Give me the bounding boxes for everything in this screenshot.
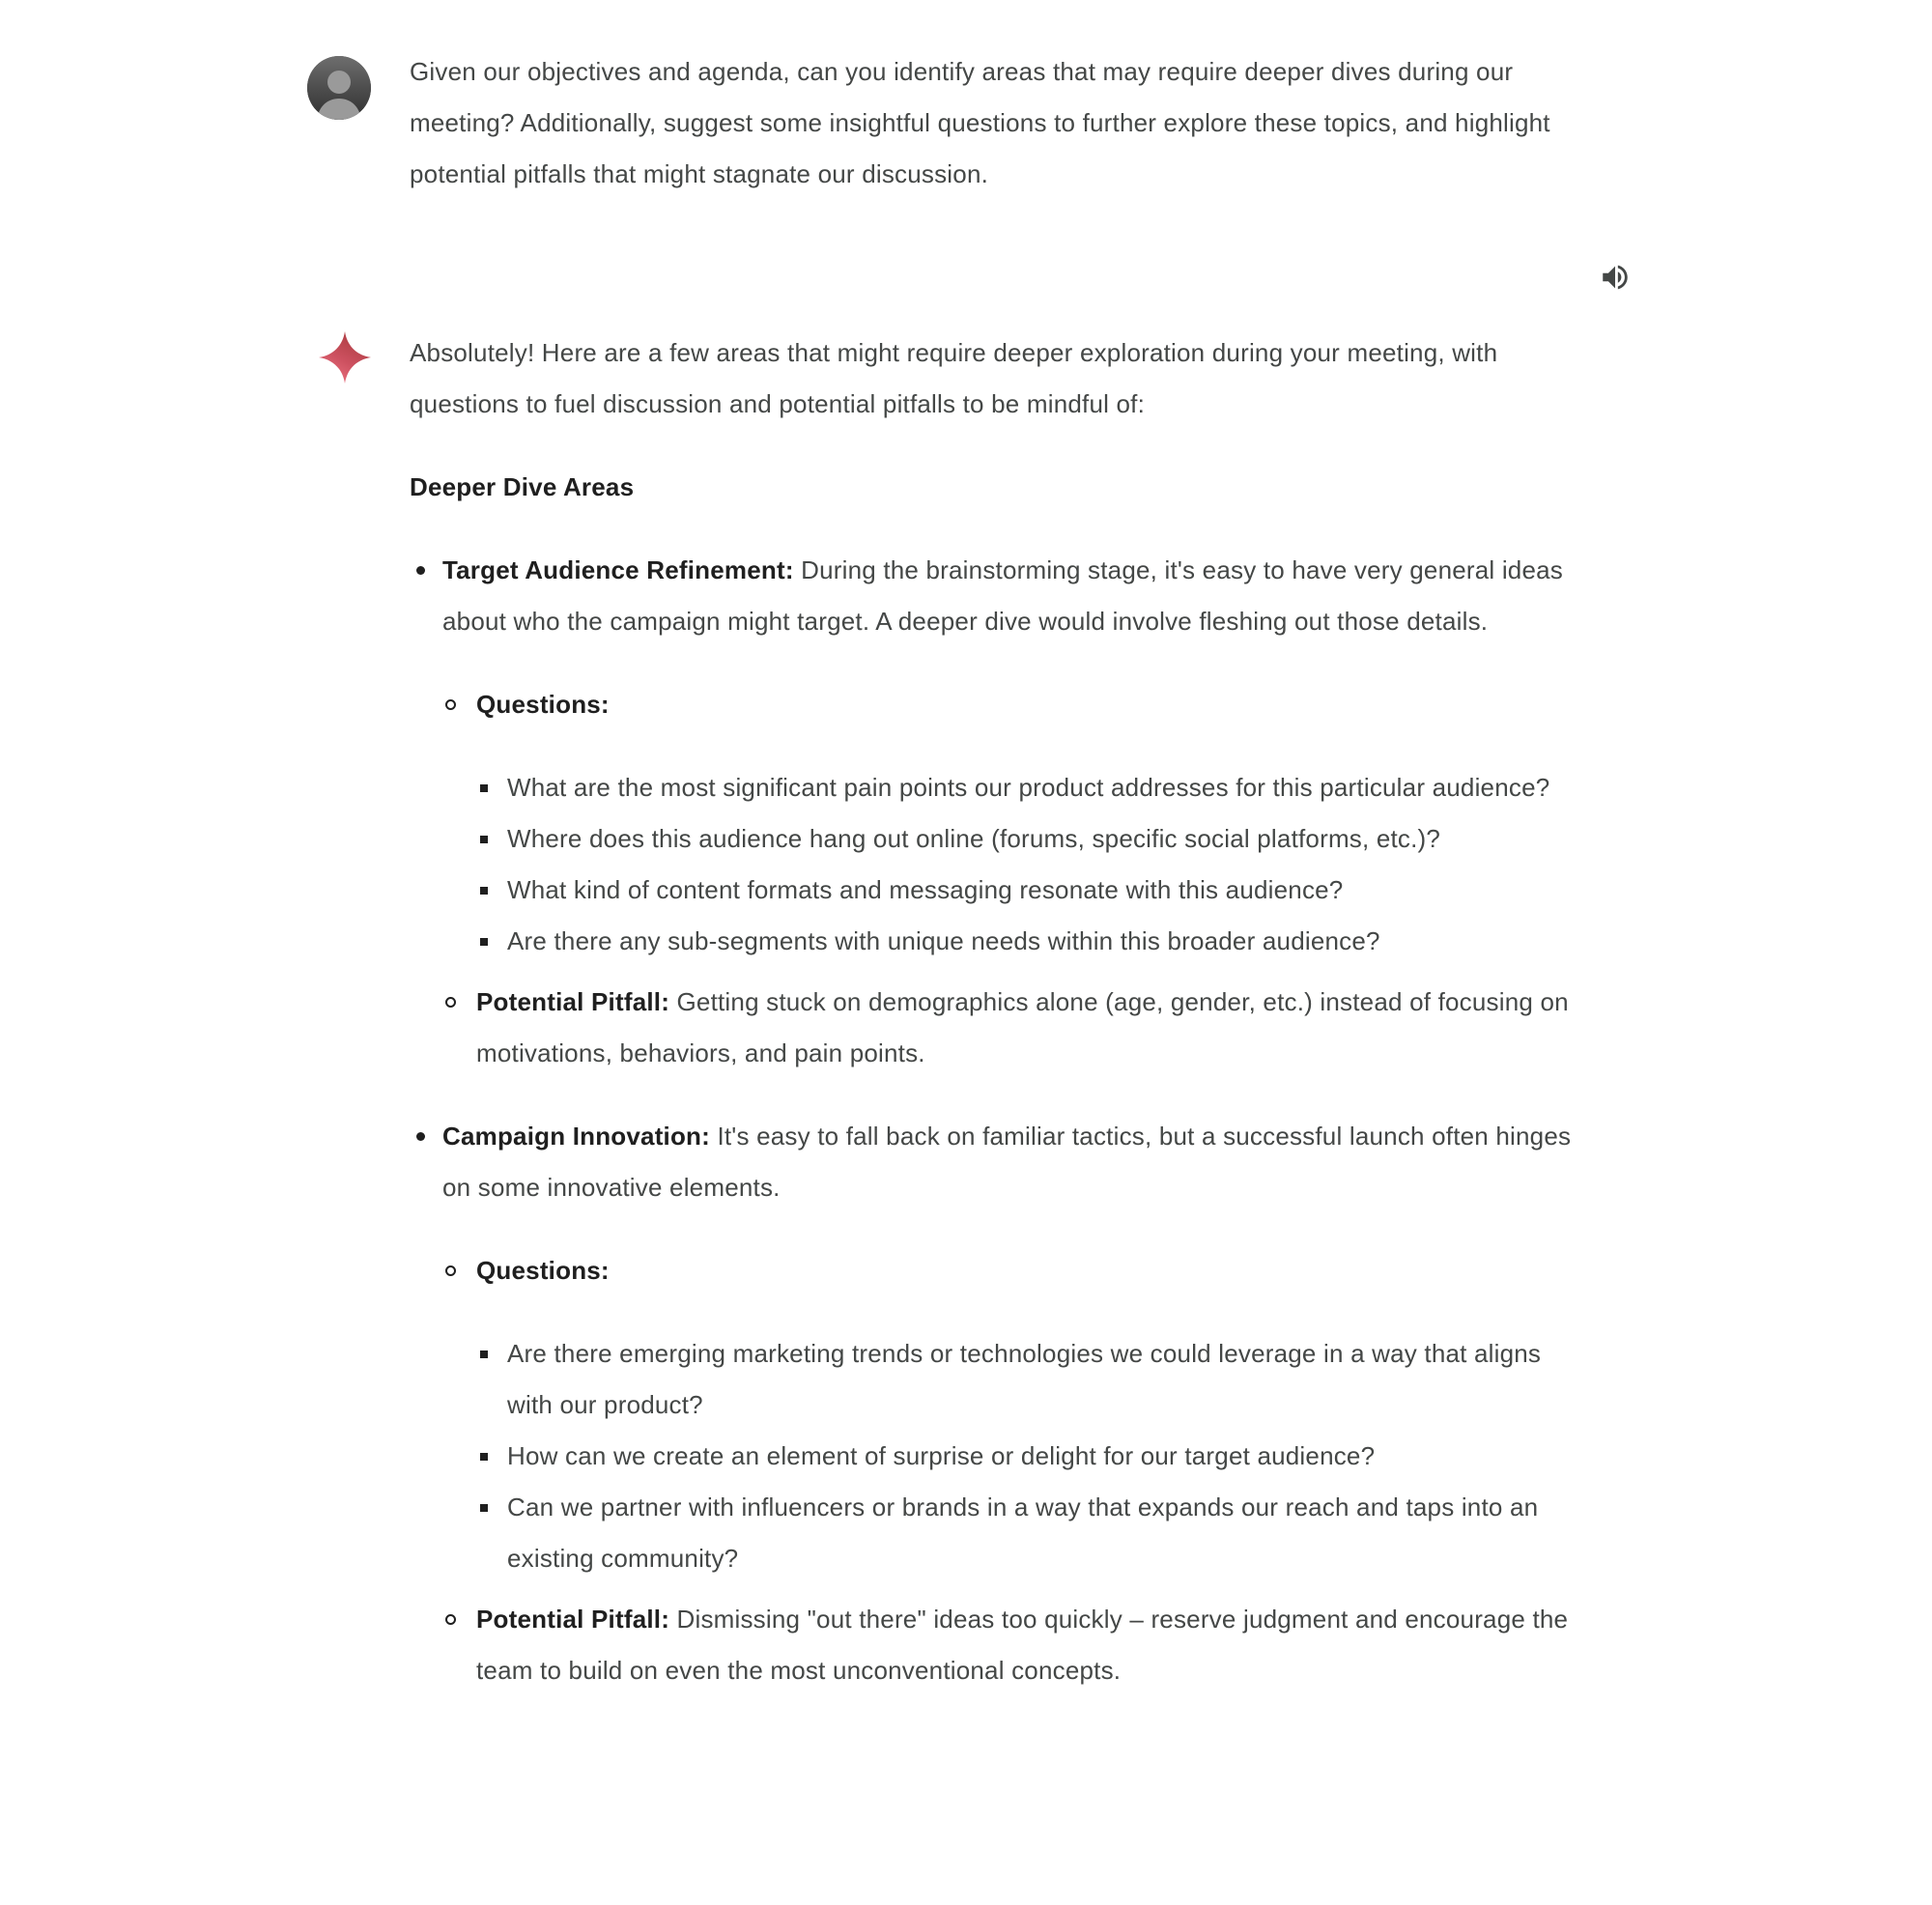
area-heading	[442, 545, 1590, 647]
questions-block	[442, 1245, 1590, 1584]
assistant-message-row	[307, 327, 1932, 1696]
questions-list	[476, 1328, 1590, 1584]
tts-row	[307, 256, 1590, 299]
user-avatar-column	[307, 46, 410, 120]
area-sublist	[442, 1245, 1590, 1696]
gemini-sparkle-icon	[319, 331, 371, 384]
question-item: What are the most significant pain points our product addresses for this particular audience?	[476, 762, 1590, 813]
questions-label: Questions:	[476, 1256, 610, 1285]
pitfall-text: Dismissing "out there" ideas too quickly – reserve judgment and encourage the team to build on even the most unconventional concepts.	[476, 1605, 1569, 1685]
area-item-target-audience	[410, 545, 1590, 1079]
question-item: Can we partner with influencers or brands in a way that expands our reach and taps into an existing community?	[476, 1482, 1590, 1584]
assistant-icon-column	[307, 327, 410, 384]
user-message-row	[307, 46, 1932, 200]
section-title: Deeper Dive Areas	[410, 472, 635, 501]
pitfall-item	[442, 1594, 1590, 1696]
questions-label: Questions:	[476, 690, 610, 719]
pitfall-label: Potential Pitfall:	[476, 987, 670, 1016]
assistant-intro: Absolutely! Here are a few areas that might require deeper exploration during your meeting, with questions to fuel discussion and potential pitfalls to be mindful of:	[410, 338, 1498, 418]
area-heading	[442, 1111, 1590, 1213]
area-description: During the brainstorming stage, it's easy to have very general ideas about who the campaign might target. A deeper dive would involve fleshing out those details.	[442, 555, 1563, 636]
area-title: Campaign Innovation:	[442, 1122, 710, 1151]
pitfall-item	[442, 977, 1590, 1079]
area-title: Target Audience Refinement:	[442, 555, 794, 584]
question-item: What kind of content formats and messaging resonate with this audience?	[476, 865, 1590, 916]
user-message	[410, 46, 1590, 200]
user-avatar	[307, 56, 371, 120]
area-sublist	[442, 679, 1590, 1079]
pitfall-text: Getting stuck on demographics alone (age, gender, etc.) instead of focusing on motivations, behaviors, and pain points.	[476, 987, 1569, 1067]
questions-block	[442, 679, 1590, 967]
question-item: Are there any sub-segments with unique needs within this broader audience?	[476, 916, 1590, 967]
question-item: Are there emerging marketing trends or technologies we could leverage in a way that aligns with our product?	[476, 1328, 1590, 1431]
volume-up-icon	[1599, 261, 1632, 294]
area-description: It's easy to fall back on familiar tactics, but a successful launch often hinges on some innovative elements.	[442, 1122, 1572, 1202]
questions-list	[476, 762, 1590, 967]
areas-list	[410, 545, 1590, 1696]
user-message-text: Given our objectives and agenda, can you identify areas that may require deeper dives during our meeting? Additionally, suggest some insightful questions to further explore these topics, and highlight potential pitfalls that might stagnate our discussion.	[410, 57, 1550, 188]
question-item: Where does this audience hang out online (forums, specific social platforms, etc.)?	[476, 813, 1590, 865]
area-item-campaign-innovation	[410, 1111, 1590, 1696]
assistant-message	[410, 327, 1590, 1696]
pitfall-label: Potential Pitfall:	[476, 1605, 670, 1634]
question-item: How can we create an element of surprise or delight for our target audience?	[476, 1431, 1590, 1482]
user-avatar-image	[307, 56, 371, 120]
speaker-icon[interactable]	[1594, 256, 1636, 299]
